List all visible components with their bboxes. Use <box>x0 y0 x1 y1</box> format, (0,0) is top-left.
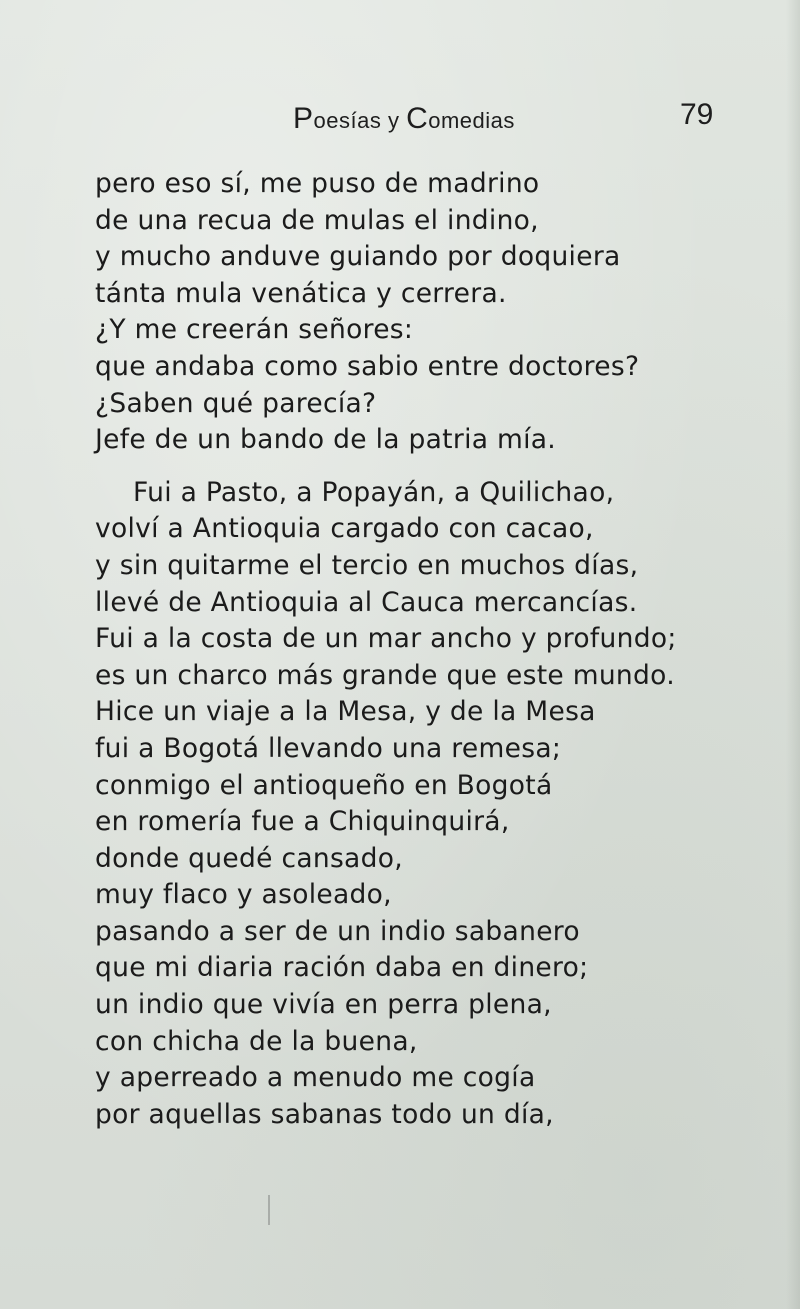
page-edge-shadow <box>786 0 800 1309</box>
verse-line: Fui a la costa de un mar ancho y profundo; <box>95 623 677 655</box>
verse-line: por aquellas sabanas todo un día, <box>95 1098 554 1130</box>
verse-line: muy flaco y asoleado, <box>95 879 392 911</box>
verse-line: y sin quitarme el tercio en muchos días, <box>95 549 639 581</box>
verse-line: pero eso sí, me puso de madrino <box>95 168 540 199</box>
verse-line: con chicha de la buena, <box>95 1025 418 1057</box>
verse-line: volví a Antioquia cargado con cacao, <box>95 513 594 545</box>
running-title-initial-c: C <box>406 102 429 135</box>
running-title-part-2: omedias <box>428 108 515 133</box>
running-title-initial-p: P <box>293 102 314 135</box>
verse-line: que mi diaria ración daba en dinero; <box>95 952 589 984</box>
verse-line: un indio que vivía en perra plena, <box>95 989 552 1021</box>
verse-line: que andaba como sabio entre doctores? <box>95 350 640 382</box>
verse-line: y mucho anduve guiando por doquiera <box>95 241 621 273</box>
verse-line: tánta mula venática y cerrera. <box>95 277 507 309</box>
verse-line: ¿Saben qué parecía? <box>95 387 377 419</box>
running-title <box>293 102 515 136</box>
verse-line: donde quedé cansado, <box>95 842 403 874</box>
running-title-part-1: oesías y <box>313 108 407 133</box>
verse-line: Jefe de un bando de la patria mía. <box>95 424 557 456</box>
verse-line: Hice un viaje a la Mesa, y de la Mesa <box>95 696 596 728</box>
page-number: 79 <box>680 98 714 131</box>
verse-line: llevé de Antioquia al Cauca mercancías. <box>95 586 638 618</box>
verse-line: es un charco más grande que este mundo. <box>95 659 675 691</box>
page-header <box>0 98 800 138</box>
stanza-break <box>95 459 775 475</box>
verse-line: de una recua de mulas el indino, <box>95 204 539 236</box>
poem-body <box>95 166 775 1133</box>
verse-line: fui a Bogotá llevando una remesa; <box>95 732 562 764</box>
verse-line: en romería fue a Chiquinquirá, <box>95 806 510 838</box>
verse-line: conmigo el antioqueño en Bogotá <box>95 769 553 801</box>
verse-line: y aperreado a menudo me cogía <box>95 1062 536 1094</box>
verse-line: ¿Y me creerán señores: <box>95 314 414 346</box>
verse-line: pasando a ser de un indio sabanero <box>95 915 580 947</box>
verse-line: Fui a Pasto, a Popayán, a Quilichao, <box>133 476 615 508</box>
ink-mark <box>268 1195 270 1225</box>
